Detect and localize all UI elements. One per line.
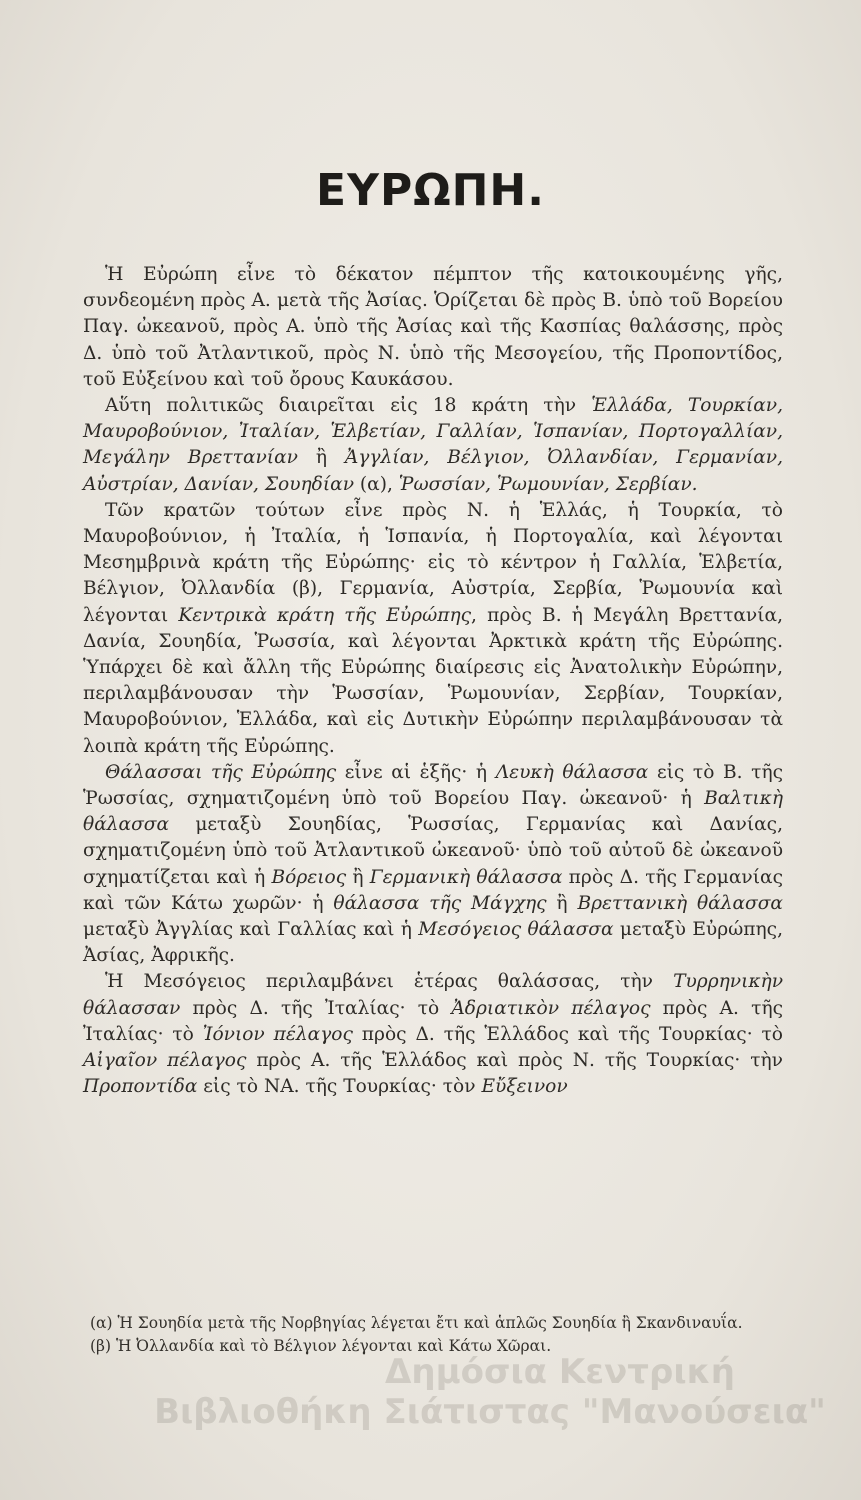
text-run: πρὸς Α. τῆς Ἑλλάδος καὶ πρὸς Ν. τῆς Τουρκίας· τὴν: [246, 1050, 783, 1072]
body-text: [83, 262, 783, 1101]
italic-term: Βρεττανικὴ θάλασσα: [577, 892, 783, 914]
text-run: μεταξὺ Ἀγγλίας καὶ Γαλλίας καὶ ἡ: [83, 919, 419, 941]
italic-term: θάλασσα τῆς Μάγχης: [333, 892, 547, 914]
paragraph: [83, 393, 783, 498]
footnote: (α) Ἡ Σουηδία μετὰ τῆς Νορβηγίας λέγεται ἔτι καὶ ἁπλῶς Σουηδία ἢ Σκανδιναυΐα.: [90, 1314, 743, 1332]
italic-term: Ἰόνιον πέλαγος: [202, 1023, 353, 1045]
library-watermark-line2: Βιβλιοθήκη Σιάτιστας "Μανούσεια": [154, 1392, 826, 1432]
text-run: μεταξὺ Εὐρώπης, Ἀσίας, Ἀφρικῆς.: [83, 919, 783, 967]
italic-term: Κεντρικὰ κράτη τῆς Εὐρώπης: [178, 604, 472, 626]
paragraph: [83, 498, 783, 760]
italic-term: Ῥωσσίαν, Ῥωμουνίαν, Σερβίαν.: [398, 473, 698, 495]
italic-term: Γερμανικὴ θάλασσα: [369, 866, 563, 888]
text-run: εἰς τὸ Β. τῆς Ῥωσσίας, σχηματιζομένη ὑπὸ τοῦ Βορείου Παγ. ὠκεανοῦ· ἡ: [83, 761, 783, 810]
text-run: Ἡ Μεσόγειος περιλαμβάνει ἑτέρας θαλάσσας, τὴν: [105, 971, 674, 993]
text-run: (α),: [354, 473, 399, 495]
text-run: ἢ: [546, 892, 578, 914]
italic-term: Ἑλλάδα, Τουρκίαν, Μαυροβούνιον, Ἰταλίαν, Ἑλβετίαν, Γαλλίαν, Ἱσπανίαν, Πορτογαλλίαν, Μεγάλην Βρεττανίαν: [83, 395, 783, 469]
text-run: πρὸς Δ. τῆς Ἰταλίας· τὸ: [180, 997, 452, 1019]
italic-term: Προποντίδα: [83, 1076, 198, 1098]
text-run: ἢ: [346, 866, 370, 888]
text-run: εἰς τὸ ΝΑ. τῆς Τουρκίας· τὸν: [197, 1076, 482, 1098]
italic-term: Θάλασσαι τῆς Εὐρώπης: [105, 761, 337, 783]
text-run: Τῶν κρατῶν τούτων εἶνε πρὸς Ν. ἡ Ἑλλάς, ἡ Τουρκία, τὸ Μαυροβούνιον, ἡ Ἰταλία, ἡ Ἱσπανία, ἡ Πορτογαλία, καὶ λέγονται Μεσημβρινὰ κράτη τῆς Εὐρώπης· εἰς τὸ κέντρον ἡ Γαλλία, Ἑλβετία, Βέλγιον, Ὀλλανδία (β), Γερμανία, Αὐστρία, Σερβία, Ῥωμουνία καὶ λέγονται: [83, 499, 783, 626]
paragraph: [83, 969, 783, 1100]
italic-term: Τυρρηνικὴν θάλασσαν: [83, 971, 783, 1019]
italic-term: Βαλτικὴ θάλασσα: [83, 788, 783, 836]
italic-term: Εὔξεινον: [481, 1076, 568, 1098]
text-run: πρὸς Α. τῆς Ἰταλίας· τὸ: [83, 997, 783, 1045]
footnote: (β) Ἡ Ὀλλανδία καὶ τὸ Βέλγιον λέγονται καὶ Κάτω Χῶραι.: [90, 1337, 552, 1355]
page-heading: ΕΥΡΩΠΗ.: [316, 165, 545, 216]
text-run: πρὸς Δ. τῆς Γερμανίας καὶ τῶν Κάτω χωρῶν· ἡ: [83, 866, 783, 914]
paragraph: [83, 760, 783, 970]
italic-term: Ἀδριατικὸν πέλαγος: [451, 997, 651, 1019]
text-run: πρὸς Δ. τῆς Ἑλλάδος καὶ τῆς Τουρκίας· τὸ: [352, 1023, 783, 1045]
text-run: , πρὸς Β. ἡ Μεγάλη Βρεττανία, Δανία, Σουηδία, Ῥωσσία, καὶ λέγονται Ἀρκτικὰ κράτη τῆς Εὐρώπης. Ὑπάρχει δὲ καὶ ἄλλη τῆς Εὐρώπης διαίρεσις εἰς Ἀνατολικὴν Εὐρώπην, περιλαμβάνουσαν τὴν Ῥωσσίαν, Ῥωμουνίαν, Σερβίαν, Τουρκίαν, Μαυροβούνιον, Ἑλλάδα, καὶ εἰς Δυτικὴν Εὐρώπην περιλαμβάνουσαν τὰ λοιπὰ κράτη τῆς Εὐρώπης.: [83, 604, 783, 757]
italic-term: Βόρειος: [271, 866, 347, 888]
text-run: Ἡ Εὐρώπη εἶνε τὸ δέκατον πέμπτον τῆς κατοικουμένης γῆς, συνδεομένη πρὸς Α. μετὰ τῆς Ἀσίας. Ὁρίζεται δὲ πρὸς Β. ὑπὸ τοῦ Βορείου Παγ. ὠκεανοῦ, πρὸς Α. ὑπὸ τῆς Ἀσίας καὶ τῆς Κασπίας θαλάσσης, πρὸς Δ. ὑπὸ τοῦ Ἀτλαντικοῦ, πρὸς Ν. ὑπὸ τῆς Μεσογείου, τῆς Προποντίδος, τοῦ Εὐξείνου καὶ τοῦ ὄρους Καυκάσου.: [83, 264, 783, 390]
text-run: ἢ: [297, 447, 345, 469]
paragraph: [83, 262, 783, 393]
text-run: εἶνε αἱ ἑξῆς· ἡ: [336, 761, 496, 783]
library-watermark-line1: Δημόσια Κεντρική: [385, 1352, 735, 1392]
italic-term: Ἀγγλίαν, Βέλγιον, Ὀλλανδίαν, Γερμανίαν, Αὐστρίαν, Δανίαν, Σουηδίαν: [83, 447, 783, 495]
italic-term: Λευκὴ θάλασσα: [495, 761, 649, 783]
text-run: Αὕτη πολιτικῶς διαιρεῖται εἰς 18 κράτη τὴν: [105, 395, 592, 417]
text-run: μεταξὺ Σουηδίας, Ῥωσσίας, Γερμανίας καὶ Δανίας, σχηματιζομένη ὑπὸ τοῦ Ἀτλαντικοῦ ὠκεανοῦ· ὑπὸ τοῦ αὐτοῦ δὲ ὠκεανοῦ σχηματίζεται καὶ ἡ: [83, 814, 783, 888]
italic-term: Μεσόγειος θάλασσα: [418, 919, 614, 941]
italic-term: Αἰγαῖον πέλαγος: [83, 1050, 247, 1072]
